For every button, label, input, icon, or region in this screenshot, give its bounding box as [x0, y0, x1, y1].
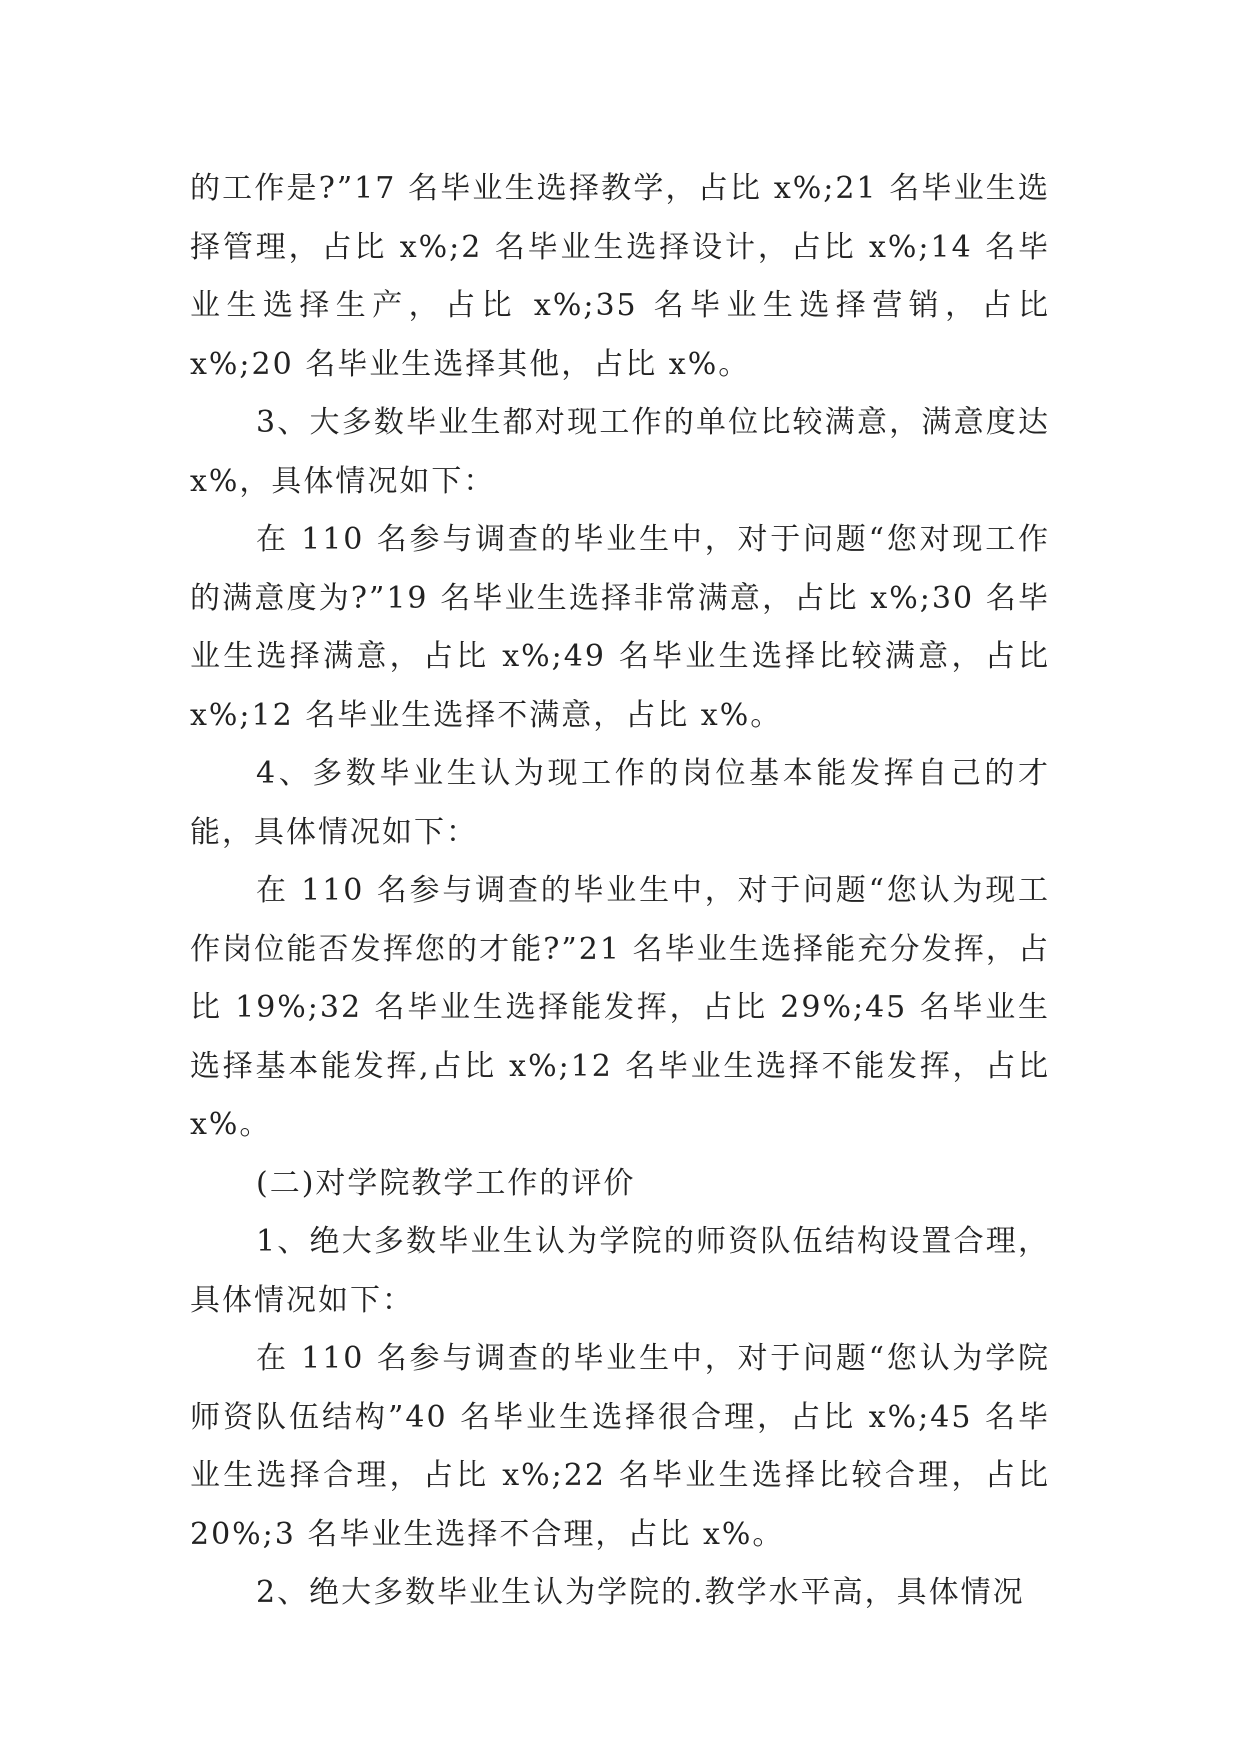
paragraph-3: 在 110 名参与调查的毕业生中，对于问题“您对现工作的满意度为?”19 名毕业生选择非常满意，占比 x%;30 名毕业生选择满意，占比 x%;49 名毕业生选择比较满意，占比 x%;12 名毕业生选择不满意，占比 x%。	[190, 522, 1050, 733]
paragraph-8: 在 110 名参与调查的毕业生中，对于问题“您认为学院师资队伍结构”40 名毕业生选择很合理，占比 x%;45 名毕业生选择合理，占比 x%;22 名毕业生选择比较合理，占比 20%;3 名毕业生选择不合理，占比 x%。	[190, 1341, 1050, 1552]
paragraph-9: 2、绝大多数毕业生认为学院的.教学水平高，具体情况	[256, 1575, 1025, 1610]
paragraph-7: 1、绝大多数毕业生认为学院的师资队伍结构设置合理，具体情况如下：	[190, 1224, 1050, 1318]
paragraph-1: 的工作是?”17 名毕业生选择教学，占比 x%;21 名毕业生选择管理，占比 x%;2 名毕业生选择设计，占比 x%;14 名毕业生选择生产，占比 x%;35 名毕业生选择营销，占比 x%;20 名毕业生选择其他，占比 x%。	[190, 171, 1050, 382]
section-heading: (二)对学院教学工作的评价	[256, 1165, 636, 1201]
paragraph-5: 在 110 名参与调查的毕业生中，对于问题“您认为现工作岗位能否发挥您的才能?”21 名毕业生选择能充分发挥，占比 19%;32 名毕业生选择能发挥，占比 29%;45 名毕业生选择基本能发挥,占比 x%;12 名毕业生选择不能发挥，占比 x%。	[190, 873, 1050, 1142]
document-body	[190, 160, 1050, 1623]
paragraph-2: 3、大多数毕业生都对现工作的单位比较满意，满意度达 x%，具体情况如下：	[190, 405, 1050, 499]
paragraph-4: 4、多数毕业生认为现工作的岗位基本能发挥自己的才能，具体情况如下：	[190, 756, 1050, 850]
